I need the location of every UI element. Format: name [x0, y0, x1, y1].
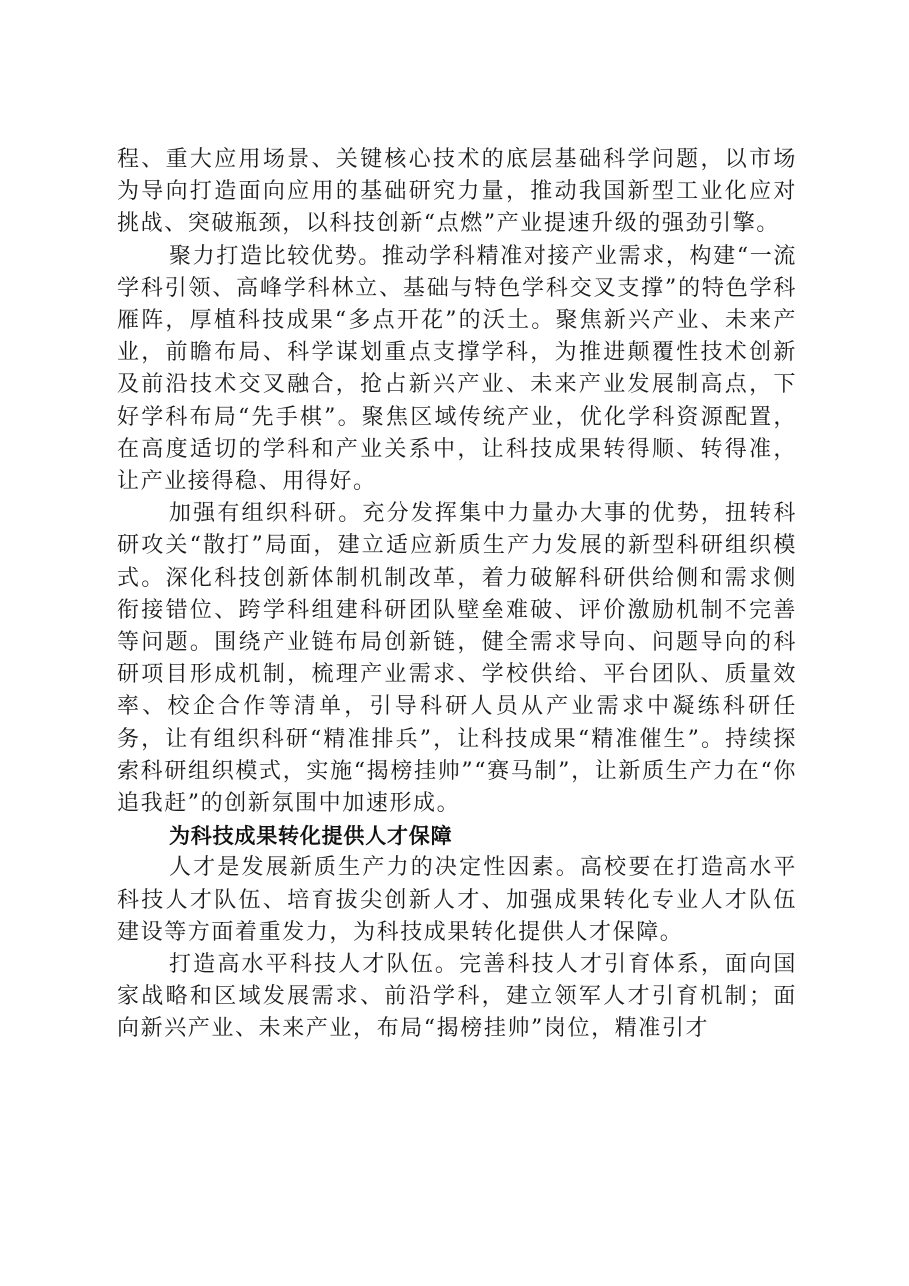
document-body [117, 144, 797, 1046]
paragraph-talent-intro: 人才是发展新质生产力的决定性因素。高校要在打造高水平科技人才队伍、培育拔尖创新人才、加强成果转化专业人才队伍建设等方面着重发力，为科技成果转化提供人才保障。 [117, 855, 797, 945]
section-heading-talent: 为科技成果转化提供人才保障 [169, 824, 453, 849]
paragraph-continuation: 程、重大应用场景、关键核心技术的底层基础科学问题，以市场为导向打造面向应用的基础研究力量，推动我国新型工业化应对挑战、突破瓶颈，以科技创新“点燃”产业提速升级的强劲引擎。 [117, 147, 797, 237]
paragraph-comparative-advantage: 聚力打造比较优势。推动学科精准对接产业需求，构建“一流学科引领、高峰学科林立、基础与特色学科交叉支撑”的特色学科雁阵，厚植科技成果“多点开花”的沃土。聚焦新兴产业、未来产业，前瞻布局、科学谋划重点支撑学科，为推进颠覆性技术创新及前沿技术交叉融合，抢占新兴产业、未来产业发展制高点，下好学科布局“先手棋”。聚焦区域传统产业，优化学科资源配置，在高度适切的学科和产业关系中，让科技成果转得顺、转得准，让产业接得稳、用得好。 [117, 243, 797, 495]
paragraph-talent-team: 打造高水平科技人才队伍。完善科技人才引育体系，面向国家战略和区域发展需求、前沿学科，建立领军人才引育机制；面向新兴产业、未来产业，布局“揭榜挂帅”岗位，精准引才 [117, 952, 797, 1042]
paragraph-organized-research: 加强有组织科研。充分发挥集中力量办大事的优势，扭转科研攻关“散打”局面，建立适应新质生产力发展的新型科研组织模式。深化科技创新体制机制改革，着力破解科研供给侧和需求侧衔接错位、跨学科组建科研团队壁垒难破、评价激励机制不完善等问题。围绕产业链布局创新链，健全需求导向、问题导向的科研项目形成机制，梳理产业需求、学校供给、平台团队、质量效率、校企合作等清单，引导科研人员从产业需求中凝练科研任务，让有组织科研“精准排兵”，让科技成果“精准催生”。持续探索科研组织模式，实施“揭榜挂帅”“赛马制”，让新质生产力在“你追我赶”的创新氛围中加速形成。 [117, 501, 797, 817]
